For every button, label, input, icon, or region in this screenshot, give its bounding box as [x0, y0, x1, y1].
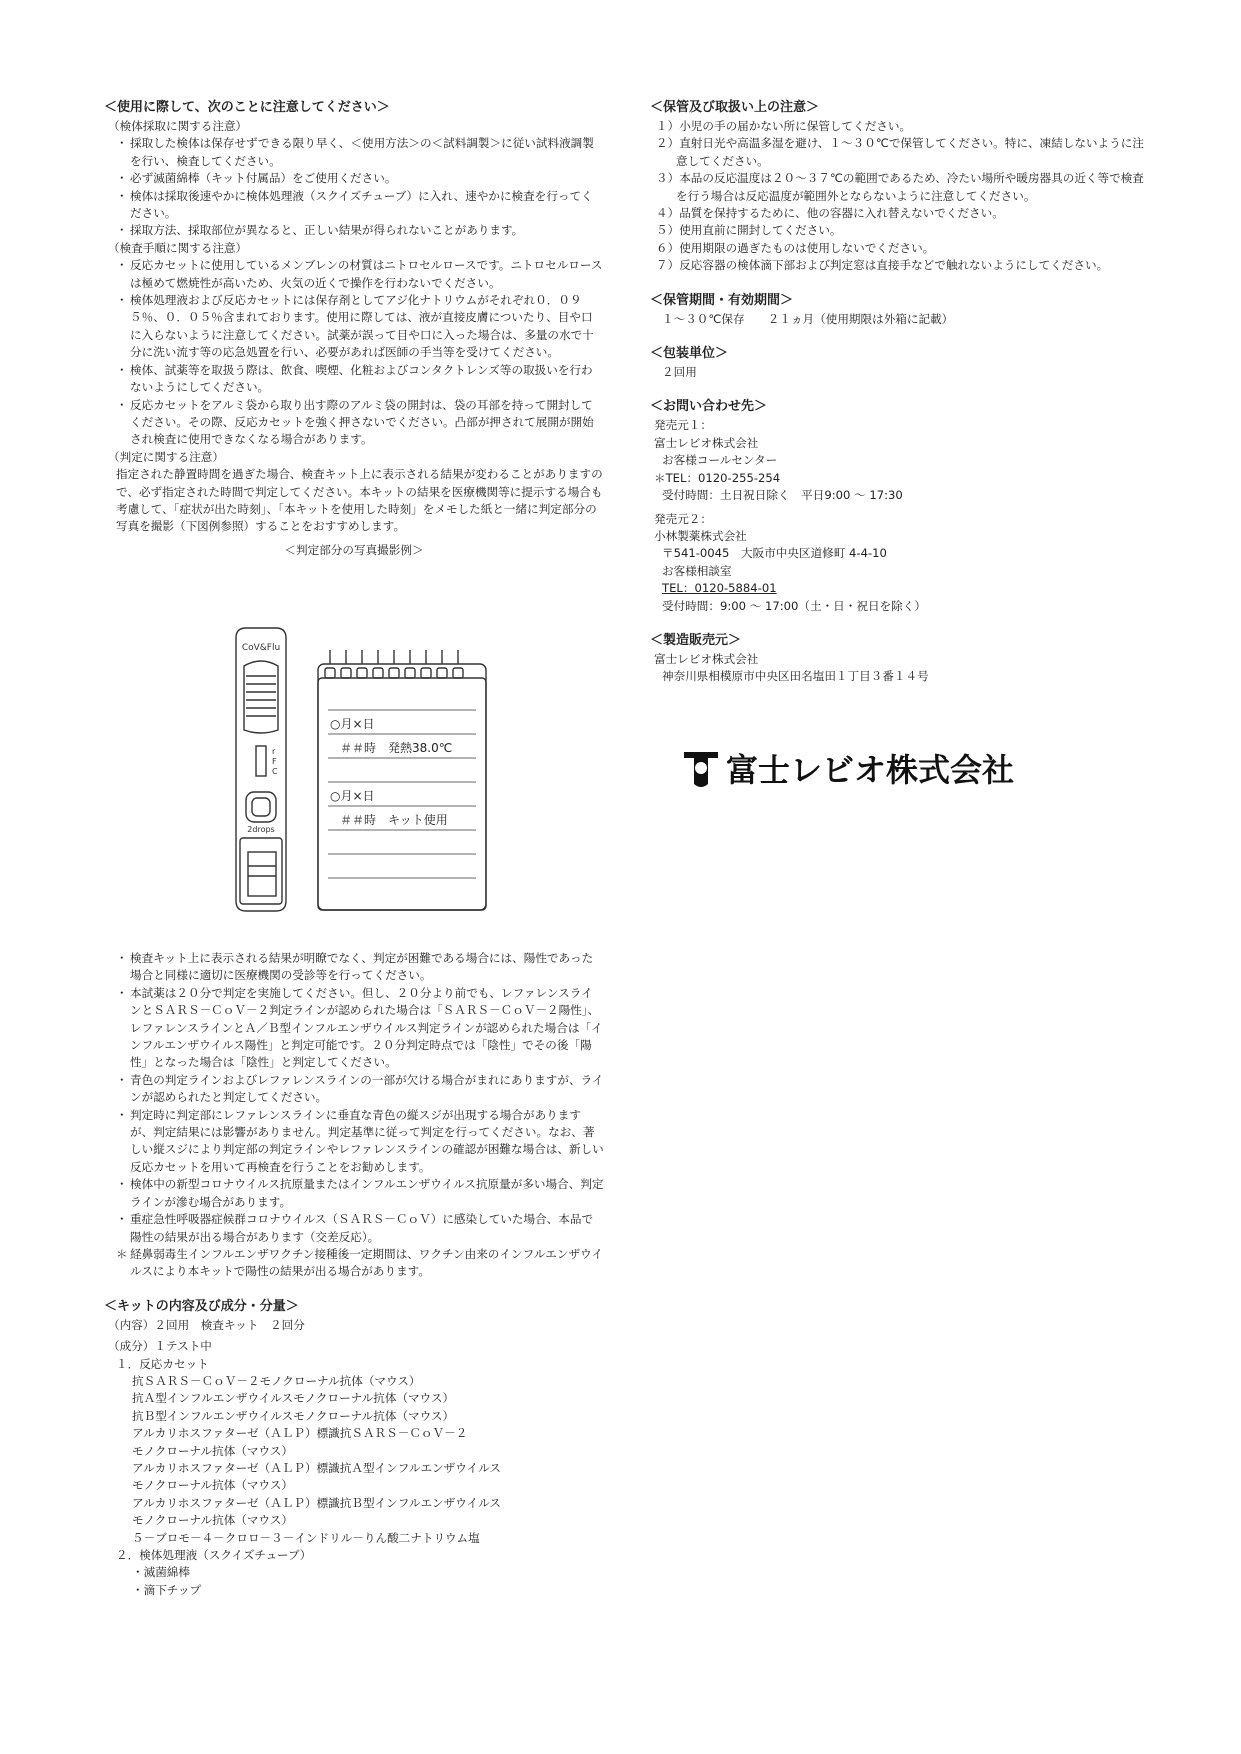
photo-example-title: ＜判定部分の写真撮影例＞	[284, 542, 424, 557]
heading-contact: ＜お問い合わせ先＞	[650, 399, 768, 415]
procedure-item: ・ 反応カセットをアルミ袋から取り出す際のアルミ袋の開封は、袋の耳部を持って開封してください。その際、反応カセットを強く押さないでください。凸部が押されて展開が開始され検査に使用できなくなる場合があります。	[116, 397, 594, 447]
kit-mark-f: F	[272, 757, 277, 766]
kit-item-2-line: ・滅菌綿棒	[132, 1565, 190, 1580]
kit-content: （内容）２回用 検査キット ２回分	[108, 1317, 305, 1332]
right-column	[650, 98, 1150, 686]
kit-mark-r: r	[272, 747, 276, 756]
kit-item-1-line: 抗Ａ型インフルエンザウイルスモノクローナル抗体（マウス）	[132, 1391, 455, 1406]
kit-item-1: １．反応カセット	[116, 1356, 209, 1371]
memo-line-1: ＃＃時 発熱38.0℃	[340, 741, 453, 755]
kit-item-1-line: 抗ＳＡＲＳ－ＣｏＶ－２モノクローナル抗体（マウス）	[132, 1373, 421, 1388]
left-column-lower	[104, 950, 604, 1599]
judge-note-item: ・ 本試薬は２０分で判定を実施してください。但し、２０分より前でも、レファレンスラインとＳＡＲＳ－ＣｏＶ－２判定ラインが認められた場合は「ＳＡＲＳ－ＣｏＶ－２陽性」、レファレンスラインとＡ／Ｂ型インフルエンザウイルス判定ラインが認められた場合は「インフルエンザウイルス陽性」と判定可能です。２０分判定時点では「陰性」でその後「陽性」となった場合は「陰性」と判定してください。	[116, 985, 603, 1070]
kit-item-1-line: アルカリホスファターゼ（ＡＬＰ）標識抗Ａ型インフルエンザウイルス	[132, 1460, 501, 1475]
heading-unit: ＜包装単位＞	[650, 346, 729, 362]
heading-kit: ＜キットの内容及び成分・分量＞	[104, 1298, 299, 1314]
kit-drops-label: 2drops	[247, 825, 275, 834]
sample-item: ・ 必ず滅菌綿棒（キット付属品）をご使用ください。	[116, 171, 397, 186]
judge-note-item: ・ 検査キット上に表示される結果が明瞭でなく、判定が困難である場合には、陽性であった場合と同様に適切に医療機関の受診等を行ってください。	[116, 951, 594, 983]
memo-date-1: ○月×日	[330, 717, 375, 731]
seller1-hours: 受付時間：土日祝日除く 平日9:00 ～ 17:30	[662, 488, 903, 503]
judge-heading: （判定に関する注意）	[108, 449, 224, 464]
kit-item-2-line: ・滴下チップ	[132, 1582, 202, 1597]
kit-label: CoV&Flu	[241, 643, 281, 653]
memo-line-2: ＃＃時 キット使用	[340, 813, 448, 827]
kit-item-2: ２．検体処理液（スクイズチューブ）	[116, 1548, 312, 1562]
left-column	[104, 98, 604, 559]
seller1-heading: 発売元１：	[654, 418, 712, 433]
judge-note-item: ＊ 経鼻弱毒生インフルエンザワクチン接種後一定期間は、ワクチン由来のインフルエンザウイルスにより本キットで陽性の結果が出る場合があります。	[116, 1246, 603, 1279]
test-kit	[236, 628, 286, 911]
heading-storage: ＜保管及び取扱い上の注意＞	[650, 100, 820, 115]
judge-text: 指定された静置時間を過ぎた場合、検査キット上に表示される結果が変わることがありますので、必ず指定された時間で判定してください。本キットの結果を医療機関等に提示する場合も考慮して、「症状が出た時刻」、「本キットを使用した時刻」をメモした紙と一緒に判定部分の写真を撮影（下図例参照）することをおすすめします。	[116, 467, 603, 534]
unit-text: ２回用	[662, 365, 697, 380]
sample-item: ・ 採取した検体は保存せずできる限り早く、＜使用方法＞の＜試料調製＞に従い試料液調製を行い、検査してください。	[116, 136, 594, 168]
sample-heading: （検体採取に関する注意）	[108, 119, 248, 133]
seller1-center: お客様コールセンター	[662, 453, 778, 468]
seller2-name: 小林製薬株式会社	[654, 528, 747, 543]
kit-item-1-line: モノクローナル抗体（マウス）	[132, 1443, 293, 1458]
storage-item: ３）本品の反応温度は２０～３７℃の範囲であるため、冷たい場所や暖房器具の近く等で検査を行う場合は反応温度が範囲外とならないように注意してください。	[656, 171, 1144, 203]
kit-item-1-line: アルカリホスファターゼ（ＡＬＰ）標識抗ＳＡＲＳ－ＣｏＶ－２	[132, 1426, 468, 1441]
seller1-name: 富士レビオ株式会社	[654, 435, 759, 450]
fujirebio-logo	[680, 744, 1060, 792]
seller2-room: お客様相談室	[662, 563, 732, 578]
judge-note-item: ・ 青色の判定ラインおよびレファレンスラインの一部が欠ける場合がまれにありますが、ラインが認められたと判定してください。	[116, 1072, 604, 1105]
procedure-item: ・ 検体処理液および反応カセットには保存剤としてアジ化ナトリウムがそれぞれ０．０９５％、０．０５％含まれております。使用に際しては、液が直接皮膚についたり、目や口に入らないように注意してください。試薬が誤って目や口に入った場合は、多量の水で十分に洗い流す等の応急処置を行い、必要があれば医師の手当等を受けてください。	[116, 293, 594, 360]
procedure-item: ・ 反応カセットに使用しているメンブレンの材質はニトロセルロースです。ニトロセルロースは極めて燃焼性が高いため、火気の近くで操作を行わないでください。	[116, 258, 603, 290]
storage-item: ５）使用直前に開封してください。	[656, 223, 842, 238]
heading-period: ＜保管期間・有効期間＞	[650, 292, 794, 308]
sample-item: ・ 採取方法、採取部位が異なると、正しい結果が得られないことがあります。	[116, 223, 524, 238]
memo-pad	[318, 650, 486, 910]
storage-item: ６）使用期限の過ぎたものは使用しないでください。	[656, 240, 935, 255]
fujirebio-mark-icon	[684, 752, 718, 787]
photo-example-illustration	[230, 626, 490, 916]
memo-date-2: ○月×日	[330, 789, 375, 803]
storage-item: ２）直射日光や高温多湿を避け、１～３０℃で保管してください。特に、凍結しないように注意してください。	[656, 136, 1144, 168]
period-text: １～３０℃保存 ２１ヵ月（使用期限は外箱に記載）	[662, 311, 954, 326]
kit-item-1-line: モノクローナル抗体（マウス）	[132, 1513, 293, 1528]
kit-item-1-line: アルカリホスファターゼ（ＡＬＰ）標識抗Ｂ型インフルエンザウイルス	[132, 1495, 501, 1510]
logo-text: 富士レビオ株式会社	[726, 751, 1015, 789]
kit-item-1-line: モノクローナル抗体（マウス）	[132, 1478, 293, 1493]
seller2-tel: TEL：0120-5884-01	[662, 581, 777, 596]
judge-note-item: ・ 重症急性呼吸器症候群コロナウイルス（ＳＡＲＳ－ＣｏＶ）に感染していた場合、本品で陽性の結果が出る場合があります（交差反応）。	[116, 1212, 594, 1244]
sample-item: ・ 検体は採取後速やかに検体処理液（スクイズチューブ）に入れ、速やかに検査を行ってください。	[116, 188, 593, 221]
seller2-heading: 発売元２：	[654, 511, 712, 526]
heading-usage: ＜使用に際して、次のことに注意してください＞	[104, 100, 390, 115]
maker-address: 神奈川県相模原市中央区田名塩田１丁目３番１４号	[662, 669, 929, 684]
heading-maker: ＜製造販売元＞	[650, 632, 742, 648]
storage-item: ７）反応容器の検体滴下部および判定窓は直接手などで触れないようにしてください。	[656, 258, 1109, 273]
seller2-address: 〒541-0045 大阪市中央区道修町 4-4-10	[662, 546, 887, 561]
kit-component-heading: （成分）１テスト中	[108, 1339, 212, 1354]
procedure-heading: （検査手順に関する注意）	[108, 240, 248, 255]
kit-item-1-line: 抗Ｂ型インフルエンザウイルスモノクローナル抗体（マウス）	[132, 1408, 455, 1423]
seller1-tel: ＊TEL：0120-255-254	[654, 470, 781, 485]
seller2-hours: 受付時間：9:00 ～ 17:00（土・日・祝日を除く）	[662, 598, 926, 613]
maker-name: 富士レビオ株式会社	[654, 651, 759, 666]
storage-item: １）小児の手の届かない所に保管してください。	[656, 119, 912, 133]
procedure-item: ・ 検体、試薬等を取扱う際は、飲食、喫煙、化粧およびコンタクトレンズ等の取扱いを行わないようにしてください。	[116, 362, 593, 395]
storage-item: ４）品質を保持するために、他の容器に入れ替えないでください。	[656, 206, 1004, 221]
kit-item-1-line: ５－ブロモ－４－クロロ－３－インドリル－りん酸二ナトリウム塩	[132, 1530, 480, 1545]
kit-mark-c: C	[272, 767, 278, 776]
judge-note-item: ・ 判定時に判定部にレファレンスラインに垂直な青色の縦スジが出現する場合がありますが、判定結果には影響がありません。判定基準に従って判定を行ってください。なお、著しい縦スジにより判定部の判定ラインやレファレンスラインの確認が困難な場合は、新しい反応カセットを用いて再検査を行うことをお勧めします。	[116, 1107, 604, 1174]
judge-note-item: ・ 検体中の新型コロナウイルス抗原量またはインフルエンザウイルス抗原量が多い場合、判定ラインが滲む場合があります。	[116, 1177, 604, 1209]
